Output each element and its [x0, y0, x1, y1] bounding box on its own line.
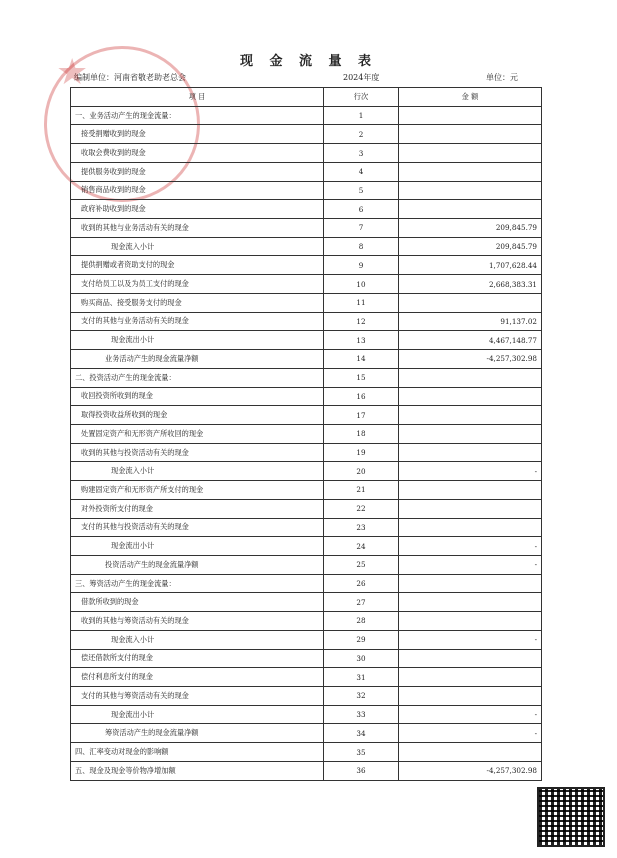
- row-line-number: 26: [324, 574, 399, 593]
- row-line-number: 30: [324, 649, 399, 668]
- row-amount: [399, 144, 542, 163]
- row-label: 现金流入小计: [71, 462, 324, 481]
- row-amount: [399, 687, 542, 706]
- row-line-number: 4: [324, 162, 399, 181]
- table-row: [71, 312, 542, 331]
- table-row: [71, 275, 542, 294]
- row-line-number: 2: [324, 125, 399, 144]
- row-label: 业务活动产生的现金流量净额: [71, 350, 324, 369]
- row-line-number: 25: [324, 555, 399, 574]
- row-line-number: 18: [324, 424, 399, 443]
- table-row: [71, 162, 542, 181]
- table-row: [71, 293, 542, 312]
- table-row: [71, 443, 542, 462]
- table-row: [71, 630, 542, 649]
- row-label: 支付给员工以及为员工支付的现金: [71, 275, 324, 294]
- row-label: 一、业务活动产生的现金流量：: [71, 106, 324, 125]
- row-amount: [399, 499, 542, 518]
- table-row: [71, 574, 542, 593]
- table-header-row: [71, 88, 542, 107]
- row-amount: -4,257,302.98: [399, 350, 542, 369]
- row-amount: 1,707,628.44: [399, 256, 542, 275]
- table-row: [71, 481, 542, 500]
- table-row: [71, 462, 542, 481]
- row-label: 销售商品收到的现金: [71, 181, 324, 200]
- column-header-amount: 金 额: [399, 88, 542, 107]
- row-label: 收回投资所收到的现金: [71, 387, 324, 406]
- row-label: 投资活动产生的现金流量净额: [71, 555, 324, 574]
- table-row: [71, 499, 542, 518]
- row-line-number: 11: [324, 293, 399, 312]
- row-line-number: 6: [324, 200, 399, 219]
- table-row: [71, 743, 542, 762]
- row-line-number: 3: [324, 144, 399, 163]
- row-amount: [399, 125, 542, 144]
- row-line-number: 13: [324, 331, 399, 350]
- column-header-line: 行次: [324, 88, 399, 107]
- row-label: 现金流入小计: [71, 630, 324, 649]
- row-label: 收到的其他与筹资活动有关的现金: [71, 612, 324, 631]
- table-row: [71, 555, 542, 574]
- row-line-number: 24: [324, 537, 399, 556]
- row-line-number: 36: [324, 761, 399, 780]
- row-label: 三、筹资活动产生的现金流量：: [71, 574, 324, 593]
- row-label: 取得投资收益所收到的现金: [71, 406, 324, 425]
- row-label: 购买商品、接受服务支付的现金: [71, 293, 324, 312]
- row-label: 提供捐赠或者资助支付的现金: [71, 256, 324, 275]
- seal-star-icon: ★: [56, 52, 89, 93]
- row-amount: [399, 743, 542, 762]
- table-row: [71, 518, 542, 537]
- row-line-number: 29: [324, 630, 399, 649]
- row-line-number: 23: [324, 518, 399, 537]
- row-amount: [399, 481, 542, 500]
- reporting-entity: 编制单位：河南省敬老助老总会: [74, 73, 186, 82]
- row-label: 现金流出小计: [71, 705, 324, 724]
- report-year: 2024年度: [343, 73, 380, 82]
- row-amount: [399, 368, 542, 387]
- row-amount: [399, 593, 542, 612]
- row-line-number: 34: [324, 724, 399, 743]
- table-row: [71, 256, 542, 275]
- row-amount: [399, 518, 542, 537]
- row-amount: 4,467,148.77: [399, 331, 542, 350]
- row-line-number: 33: [324, 705, 399, 724]
- row-amount: [399, 106, 542, 125]
- row-amount: [399, 668, 542, 687]
- table-row: [71, 219, 542, 238]
- row-amount: 209,845.79: [399, 237, 542, 256]
- row-line-number: 5: [324, 181, 399, 200]
- row-line-number: 15: [324, 368, 399, 387]
- row-line-number: 9: [324, 256, 399, 275]
- row-line-number: 27: [324, 593, 399, 612]
- row-amount: [399, 612, 542, 631]
- table-row: [71, 237, 542, 256]
- row-amount: [399, 574, 542, 593]
- row-line-number: 32: [324, 687, 399, 706]
- row-amount: -: [399, 555, 542, 574]
- row-line-number: 8: [324, 237, 399, 256]
- row-label: 收取会费收到的现金: [71, 144, 324, 163]
- row-amount: [399, 181, 542, 200]
- table-row: [71, 687, 542, 706]
- row-line-number: 14: [324, 350, 399, 369]
- row-amount: [399, 443, 542, 462]
- row-amount: [399, 649, 542, 668]
- table-row: [71, 705, 542, 724]
- row-amount: 2,668,383.31: [399, 275, 542, 294]
- row-label: 现金流入小计: [71, 237, 324, 256]
- row-line-number: 17: [324, 406, 399, 425]
- table-row: [71, 181, 542, 200]
- row-label: 二、投资活动产生的现金流量：: [71, 368, 324, 387]
- table-row: [71, 387, 542, 406]
- row-amount: [399, 162, 542, 181]
- row-label: 支付的其他与投资活动有关的现金: [71, 518, 324, 537]
- row-label: 四、汇率变动对现金的影响额: [71, 743, 324, 762]
- row-label: 接受捐赠收到的现金: [71, 125, 324, 144]
- table-row: [71, 649, 542, 668]
- row-label: 购建固定资产和无形资产所支付的现金: [71, 481, 324, 500]
- row-amount: -: [399, 462, 542, 481]
- row-label: 提供服务收到的现金: [71, 162, 324, 181]
- table-row: [71, 350, 542, 369]
- row-line-number: 1: [324, 106, 399, 125]
- row-label: 支付的其他与业务活动有关的现金: [71, 312, 324, 331]
- column-header-item: 项 目: [71, 88, 324, 107]
- cash-flow-table: [70, 87, 542, 781]
- row-label: 处置固定资产和无形资产所收回的现金: [71, 424, 324, 443]
- table-row: [71, 724, 542, 743]
- table-row: [71, 593, 542, 612]
- table-row: [71, 537, 542, 556]
- row-line-number: 12: [324, 312, 399, 331]
- row-line-number: 20: [324, 462, 399, 481]
- table-row: [71, 424, 542, 443]
- row-label: 收到的其他与投资活动有关的现金: [71, 443, 324, 462]
- row-label: 支付的其他与筹资活动有关的现金: [71, 687, 324, 706]
- row-amount: 209,845.79: [399, 219, 542, 238]
- table-row: [71, 406, 542, 425]
- table-row: [71, 331, 542, 350]
- row-label: 对外投资所支付的现金: [71, 499, 324, 518]
- row-amount: -: [399, 724, 542, 743]
- row-label: 政府补助收到的现金: [71, 200, 324, 219]
- row-label: 现金流出小计: [71, 331, 324, 350]
- table-row: [71, 761, 542, 780]
- table-row: [71, 200, 542, 219]
- row-line-number: 16: [324, 387, 399, 406]
- row-line-number: 19: [324, 443, 399, 462]
- row-amount: -: [399, 630, 542, 649]
- table-row: [71, 368, 542, 387]
- row-amount: [399, 406, 542, 425]
- row-line-number: 31: [324, 668, 399, 687]
- row-line-number: 10: [324, 275, 399, 294]
- table-row: [71, 125, 542, 144]
- table-row: [71, 612, 542, 631]
- row-amount: [399, 387, 542, 406]
- row-amount: -: [399, 537, 542, 556]
- qr-code: [537, 787, 605, 847]
- row-label: 现金流出小计: [71, 537, 324, 556]
- row-line-number: 35: [324, 743, 399, 762]
- row-label: 五、现金及现金等价物净增加额: [71, 761, 324, 780]
- table-row: [71, 106, 542, 125]
- row-amount: -4,257,302.98: [399, 761, 542, 780]
- row-line-number: 21: [324, 481, 399, 500]
- row-amount: -: [399, 705, 542, 724]
- row-amount: [399, 200, 542, 219]
- row-label: 偿还借款所支付的现金: [71, 649, 324, 668]
- row-label: 借款所收到的现金: [71, 593, 324, 612]
- page-title: 现 金 流 量 表: [239, 54, 378, 69]
- row-amount: [399, 424, 542, 443]
- row-line-number: 7: [324, 219, 399, 238]
- row-amount: 91,137.02: [399, 312, 542, 331]
- row-label: 收到的其他与业务活动有关的现金: [71, 219, 324, 238]
- currency-unit: 单位：元: [486, 73, 518, 82]
- table-row: [71, 144, 542, 163]
- row-label: 筹资活动产生的现金流量净额: [71, 724, 324, 743]
- row-label: 偿付利息所支付的现金: [71, 668, 324, 687]
- row-amount: [399, 293, 542, 312]
- table-row: [71, 668, 542, 687]
- row-line-number: 28: [324, 612, 399, 631]
- row-line-number: 22: [324, 499, 399, 518]
